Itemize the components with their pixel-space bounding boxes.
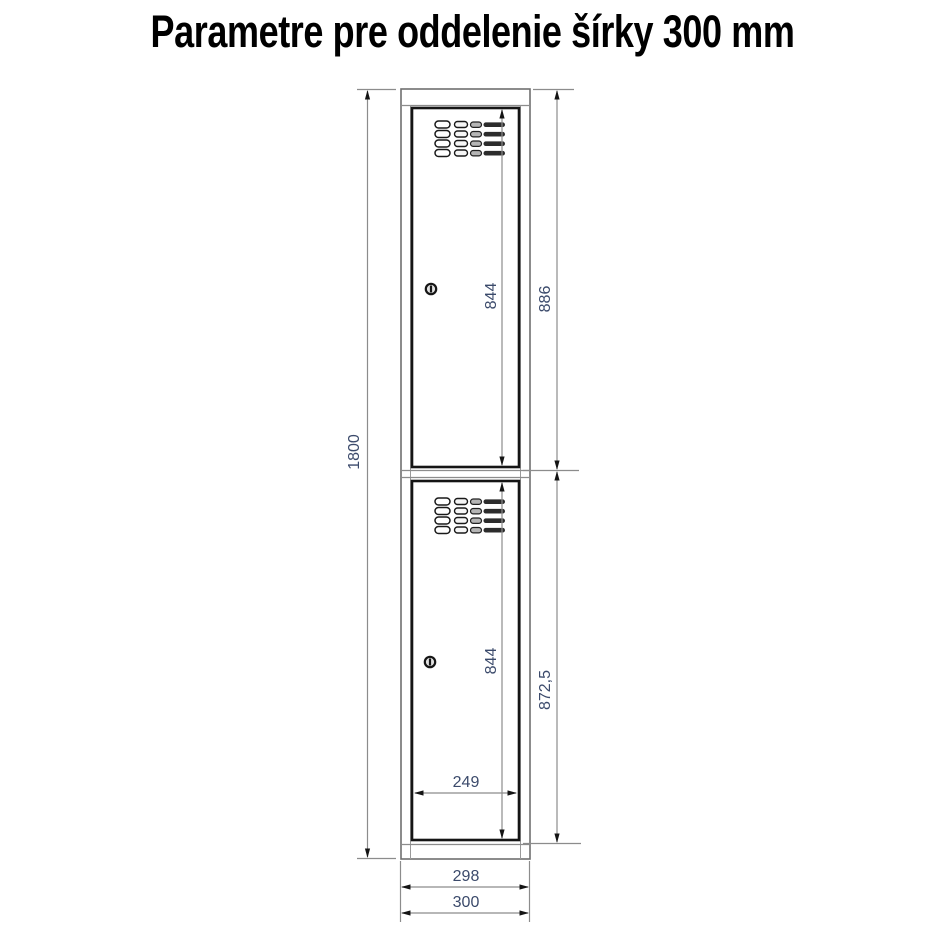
dim-label-door-width: 249 <box>452 774 480 791</box>
lock-icon-top <box>426 284 436 294</box>
dim-total-height <box>357 90 396 859</box>
dim-bottom-compartment <box>523 471 581 844</box>
dim-top-compartment <box>523 90 579 471</box>
dim-label-body-width: 298 <box>452 868 480 885</box>
dim-label-bottom-door: 844 <box>483 647 500 675</box>
dim-label-bottom-compartment: 872,5 <box>537 669 554 711</box>
dim-label-total-height: 1800 <box>346 434 363 470</box>
dim-label-top-compartment: 886 <box>537 285 554 313</box>
lock-icon-bottom <box>425 657 435 667</box>
top-door <box>412 108 519 467</box>
dim-label-total-width: 300 <box>452 894 480 911</box>
page-title: Parametre pre oddelenie šírky 300 mm <box>150 6 795 57</box>
dim-label-top-door: 844 <box>483 282 500 310</box>
